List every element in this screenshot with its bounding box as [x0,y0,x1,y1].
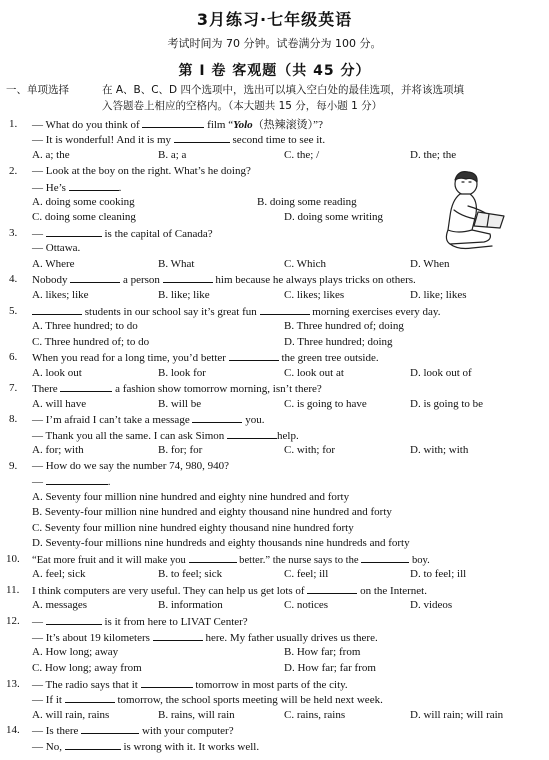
question-text: with your computer? [141,725,234,737]
option-a: A. Three hundred; to do [32,320,138,332]
question-line [32,350,379,365]
answer-blank [46,614,102,625]
question-text: Nobody [32,274,68,286]
question-line [32,692,383,707]
question-number: 14. [6,724,20,736]
answer-blank [69,180,119,191]
answer-blank [227,428,277,439]
section-heading: 第 I 卷 客观题（共 45 分） [178,63,371,79]
question-text: film “ [207,119,234,131]
question-number: 11. [6,584,20,596]
instructions-line-1: 在 A、B、C、D 四个选项中，选出可以填入空白处的最佳选项，并将该选项填 [102,84,464,96]
question-number: 2. [9,165,18,177]
question-text: — Thank you all the same. I can ask Simon [32,430,225,442]
question-number: 3. [9,227,18,239]
question-line [32,304,440,319]
question-number: 8. [9,413,18,425]
question-text: — [32,228,43,240]
question-text: — Is there [32,725,79,737]
question-number: 7. [9,382,18,394]
question-text: — How do we say the number 74, 980, 940? [32,460,230,472]
option-b: B. Seventy-four million nine hundred and eighty thousand nine hundred and forty [32,506,392,518]
option-c: C. the; / [284,149,320,161]
option-a: A. will rain, rains [32,709,110,721]
question-text: — If it [32,694,62,706]
option-b: B. Three hundred of; doing [284,320,404,332]
option-d: D. the; the [410,149,457,161]
question-text: tomorrow, the school sports meeting will be held next week. [117,694,383,706]
option-b: B. will be [158,398,202,410]
option-c: C. is going to have [284,398,367,410]
option-d: D. will rain; will rain [410,709,504,721]
question-number: 12. [6,615,20,627]
option-a: A. look out [32,367,82,379]
question-line [32,180,121,195]
option-c: C. Seventy four million nine hundred eighty thousand nine hundred forty [32,522,354,534]
answer-blank [189,552,237,563]
option-a: A. feel; sick [32,568,86,580]
question-text: help. [277,430,299,442]
answer-blank [174,132,230,143]
question-text: is wrong with it. It works well. [123,741,260,753]
option-a: A. a; the [32,149,70,161]
option-b: B. look for [158,367,206,379]
question-line [32,412,264,427]
question-text: . [107,476,111,488]
option-a: A. How long; away [32,646,119,658]
question-number: 6. [9,351,18,363]
question-line [32,272,416,287]
question-text: — Ottawa. [32,242,81,254]
option-d: D. to feel; ill [410,568,467,580]
option-d: D. is going to be [410,398,484,410]
option-d: D. videos [410,599,453,611]
option-c: C. likes; likes [284,289,345,301]
answer-blank [46,474,108,485]
option-d: D. When [410,258,450,270]
question-text: second time to see it. [232,134,326,146]
option-b: B. How far; from [284,646,361,658]
question-text: is it from here to LIVAT Center? [104,616,248,628]
question-text: — [32,476,43,488]
question-number: 9. [9,460,18,472]
answer-blank [229,350,279,361]
question-line [32,583,427,598]
boy-reading-illustration [438,170,510,252]
question-number: 4. [9,273,18,285]
question-text: on the Internet. [360,585,427,597]
option-c: C. feel; ill [284,568,329,580]
option-c: C. Which [284,258,326,270]
option-d: D. with; with [410,444,469,456]
option-d: D. Three hundred; doing [284,336,393,348]
question-text: “Eat more fruit and it will make you [32,555,186,566]
option-a: A. Where [32,258,75,270]
option-d: D. look out of [410,367,472,379]
option-d: D. like; likes [410,289,467,301]
option-c: C. How long; away from [32,662,142,674]
question-text: When you read for a long time, you’d better [32,352,226,364]
option-b: B. rains, will rain [158,709,235,721]
page-title: 3月练习·七年级英语 [196,10,353,29]
question-text: a fashion show tomorrow morning, isn’t there? [115,383,322,395]
question-text: the green tree outside. [281,352,379,364]
answer-blank [153,630,203,641]
question-text: here. My father usually drives us there. [205,632,378,644]
question-line [32,117,323,132]
instructions-head: 一、单项选择 [6,84,69,96]
option-b: B. for; for [158,444,203,456]
question-number: 5. [9,305,18,317]
question-text: I think computers are very useful. They can help us get lots of [32,585,305,597]
question-text: tomorrow in most parts of the city. [195,679,348,691]
answer-blank [163,272,213,283]
answer-blank [46,226,102,237]
question-line [32,739,259,754]
option-c: C. Three hundred of; to do [32,336,150,348]
option-b: B. doing some reading [257,196,357,208]
answer-blank [65,739,121,750]
option-d: D. How far; far from [284,662,376,674]
option-c: C. doing some cleaning [32,211,136,223]
question-text: — It is wonderful! And it is my [32,134,172,146]
answer-blank [307,583,357,594]
question-text: — [32,616,43,628]
question-text: students in our school say it’s great fun [84,306,257,318]
question-text: morning exercises every day. [312,306,441,318]
option-a: A. Seventy four million nine hundred and eighty nine hundred and forty [32,491,350,503]
question-line [32,552,430,568]
answer-blank [65,692,115,703]
question-text: him because he always plays tricks on others. [215,274,416,286]
answer-blank [260,304,310,315]
question-line [32,226,213,241]
answer-blank [32,304,82,315]
option-d: D. doing some writing [284,211,383,223]
question-number: 13. [6,678,20,690]
question-text: （热辣滚烫）”? [252,119,323,131]
question-line [32,381,322,396]
answer-blank [141,677,193,688]
option-d: D. Seventy-four millions nine hundreds and eighty thousands nine hundreds and forty [32,537,410,549]
question-text: — No, [32,741,62,753]
answer-blank [142,117,204,128]
option-a: A. likes; like [32,289,89,301]
question-text: — The radio says that it [32,679,138,691]
question-text: better.” the nurse says to the [239,555,359,566]
option-b: B. information [158,599,223,611]
question-text: There [32,383,58,395]
question-text: — What do you think of [32,119,140,131]
question-number: 1. [9,118,18,130]
question-line [32,677,348,692]
film-title: Yolo [233,119,253,131]
question-text: . [118,182,122,194]
instructions-line-2: 入答题卷上相应的空格内。（本大题共 15 分，每小题 1 分） [102,100,383,112]
question-line [32,132,325,147]
option-b: B. a; a [158,149,187,161]
question-text: boy. [411,555,430,566]
question-text: a person [122,274,160,286]
option-b: B. What [158,258,195,270]
question-line [32,474,111,489]
answer-blank [361,552,409,563]
option-a: A. doing some cooking [32,196,135,208]
question-text: — He’s [32,182,66,194]
option-b: B. to feel; sick [158,568,223,580]
question-line [32,630,378,645]
question-line [32,428,299,443]
option-c: C. look out at [284,367,344,379]
option-c: C. notices [284,599,328,611]
question-text: you. [245,414,265,426]
question-text: — I’m afraid I can’t take a message [32,414,190,426]
option-a: A. messages [32,599,87,611]
question-number: 10. [6,553,20,565]
question-text: is the capital of Canada? [104,228,213,240]
question-text: — Look at the boy on the right. What’s he doing? [32,165,251,177]
answer-blank [81,723,139,734]
exam-info: 考试时间为 70 分钟。试卷满分为 100 分。 [167,37,382,50]
question-line [32,723,234,738]
option-c: C. rains, rains [284,709,346,721]
answer-blank [60,381,112,392]
answer-blank [70,272,120,283]
option-b: B. like; like [158,289,210,301]
option-a: A. for; with [32,444,84,456]
question-line [32,614,248,629]
option-a: A. will have [32,398,87,410]
option-c: C. with; for [284,444,336,456]
answer-blank [192,412,242,423]
question-text: — It’s about 19 kilometers [32,632,150,644]
